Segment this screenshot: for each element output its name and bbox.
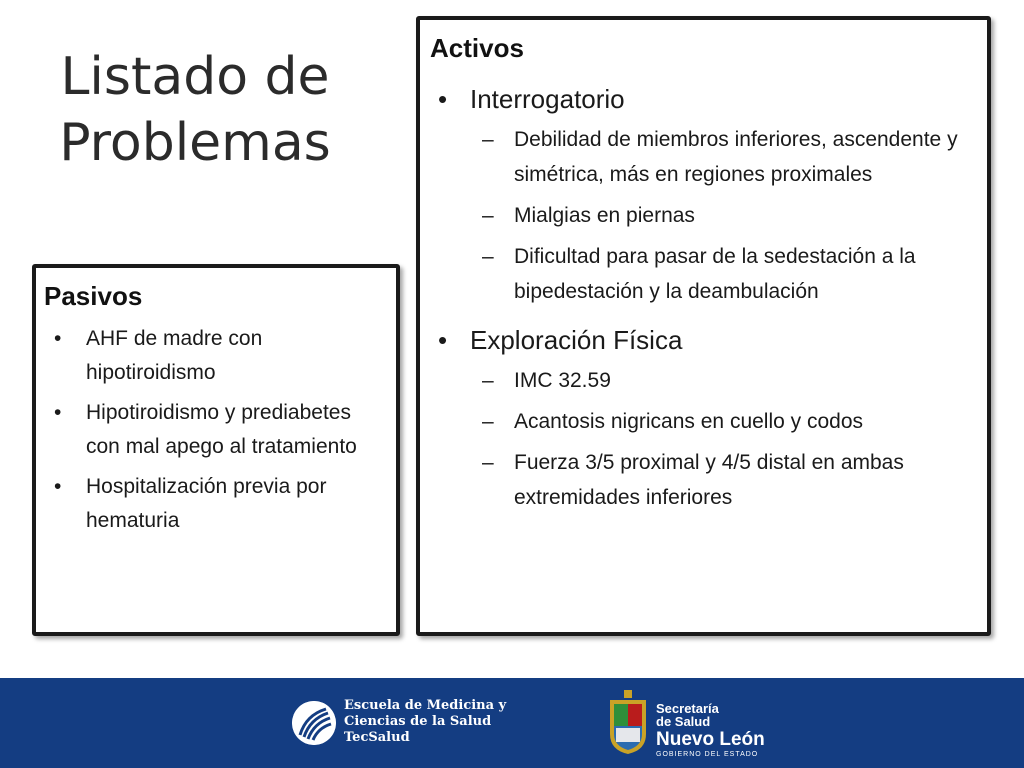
list-item: – Fuerza 3/5 proximal y 4/5 distal en ambas extremidades inferiores [430,445,977,515]
slide-title [30,44,360,176]
list-item: – Mialgias en piernas [430,198,977,233]
activos-heading: Activos [430,33,524,63]
list-item: • Hipotiroidismo y prediabetes con mal apego al tratamiento [44,396,388,464]
school-line-2: Ciencias de la Salud [344,714,492,729]
section-interrogatorio: • Interrogatorio [430,82,977,116]
secretaria-line-2: de Salud [656,714,711,729]
list-item: – IMC 32.59 [430,363,977,398]
school-name [344,698,506,746]
list-item: • AHF de madre con hipotiroidismo [44,322,388,390]
pasivos-box [32,264,400,636]
slide-title-line-2: Problemas [59,113,331,173]
footer-band [0,678,1024,768]
secretaria-salud [656,702,719,728]
secretaria-line-1: Secretaría [656,701,719,716]
school-line-3: TecSalud [344,730,410,745]
list-item: – Dificultad para pasar de la sedestación a la bipedestación y la deambulación [430,239,977,309]
pasivos-list [44,322,388,538]
state-shield-icon [606,690,650,756]
section-exploracion-fisica: • Exploración Física [430,323,977,357]
pasivos-heading: Pasivos [44,281,143,311]
school-line-1: Escuela de Medicina y [344,698,507,713]
activos-box [416,16,991,636]
slide-title-line-1: Listado de [60,47,330,107]
list-item: • Hospitalización previa por hematuria [44,470,388,538]
list-item: – Debilidad de miembros inferiores, ascendente y simétrica, más en regiones proximales [430,122,977,192]
tecsalud-logo-icon [292,701,336,745]
gobierno-label: GOBIERNO DEL ESTADO [656,751,759,758]
list-item: – Acantosis nigricans en cuello y codos [430,404,977,439]
nuevo-leon-label: Nuevo León [656,729,765,750]
activos-list [430,82,977,515]
